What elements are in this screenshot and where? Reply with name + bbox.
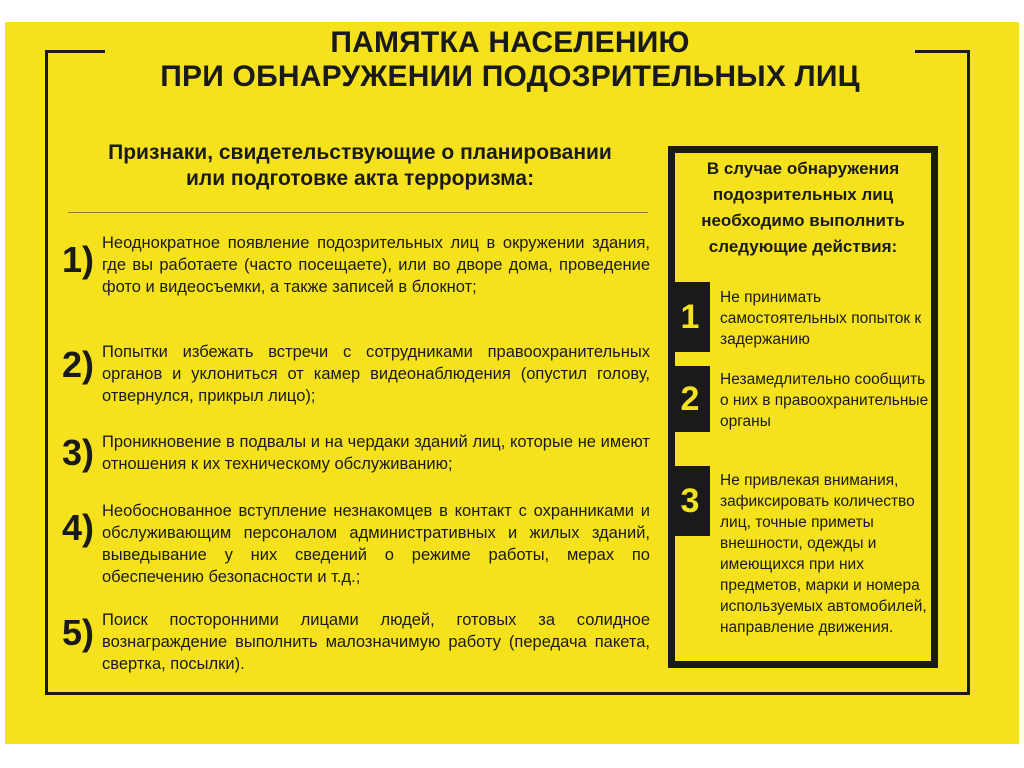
action-number: 3	[670, 466, 710, 536]
sign-text: Необоснованное вступление незнакомцев в контакт с охранниками и обслуживающим персоналом административных и жилых зданий, выведывание у них сведений о режиме работы, мерах по обеспечению безопасности и т.д.;	[102, 502, 650, 586]
action-text: Не привлекая внимания, зафиксировать количество лиц, точные приметы внешности, одежды и имеющихся при них предметов, марки и номера используемых автомобилей, направление движения.	[720, 472, 927, 636]
action-text: Не принимать самостоятельных попыток к задержанию	[720, 289, 922, 348]
action-number: 1	[670, 282, 710, 352]
sign-number: 1)	[62, 239, 95, 280]
sign-text: Неоднократное появление подозрительных лиц в окружении здания, где вы работаете (часто посещаете), или во дворе дома, проведение фото и видеосъемки, а также записей в блокнот;	[102, 234, 650, 296]
subtitle-line-2: или подготовке акта терроризма:	[185, 167, 535, 190]
frame-line	[967, 50, 970, 695]
poster-title	[105, 26, 915, 94]
frame-line	[915, 50, 970, 53]
actions-heading: В случае обнаружения подозрительных лиц необходимо выполнить следующие действия:	[701, 159, 905, 256]
title-line-2: ПРИ ОБНАРУЖЕНИИ ПОДОЗРИТЕЛЬНЫХ ЛИЦ	[160, 60, 860, 93]
sign-text: Поиск посторонними лицами людей, готовых за солидное вознаграждение выполнить малозначимую работу (передача пакета, свертка, посылки).	[102, 611, 650, 673]
action-number: 2	[670, 366, 710, 432]
title-line-1: ПАМЯТКА НАСЕЛЕНИЮ	[330, 26, 690, 59]
sign-number: 3)	[62, 432, 95, 473]
sign-text: Попытки избежать встречи с сотрудниками правоохранительных органов и уклониться от камер видеонаблюдения (опустил голову, отвернулся, прикрыл лицо);	[102, 343, 650, 405]
subtitle-line-1: Признаки, свидетельствующие о планировании	[108, 141, 612, 164]
signs-heading	[70, 140, 650, 192]
sign-number: 2)	[62, 344, 95, 385]
frame-line	[45, 50, 48, 695]
heading-divider	[68, 212, 648, 213]
action-text: Незамедлительно сообщить о них в правоохранительные органы	[720, 371, 929, 430]
sign-text: Проникновение в подвалы и на чердаки зданий лиц, которые не имеют отношения к их техническому обслуживанию;	[102, 433, 650, 473]
frame-line	[45, 50, 105, 53]
sign-number: 5)	[62, 612, 95, 653]
frame-line	[45, 692, 970, 695]
sign-number: 4)	[62, 507, 95, 548]
